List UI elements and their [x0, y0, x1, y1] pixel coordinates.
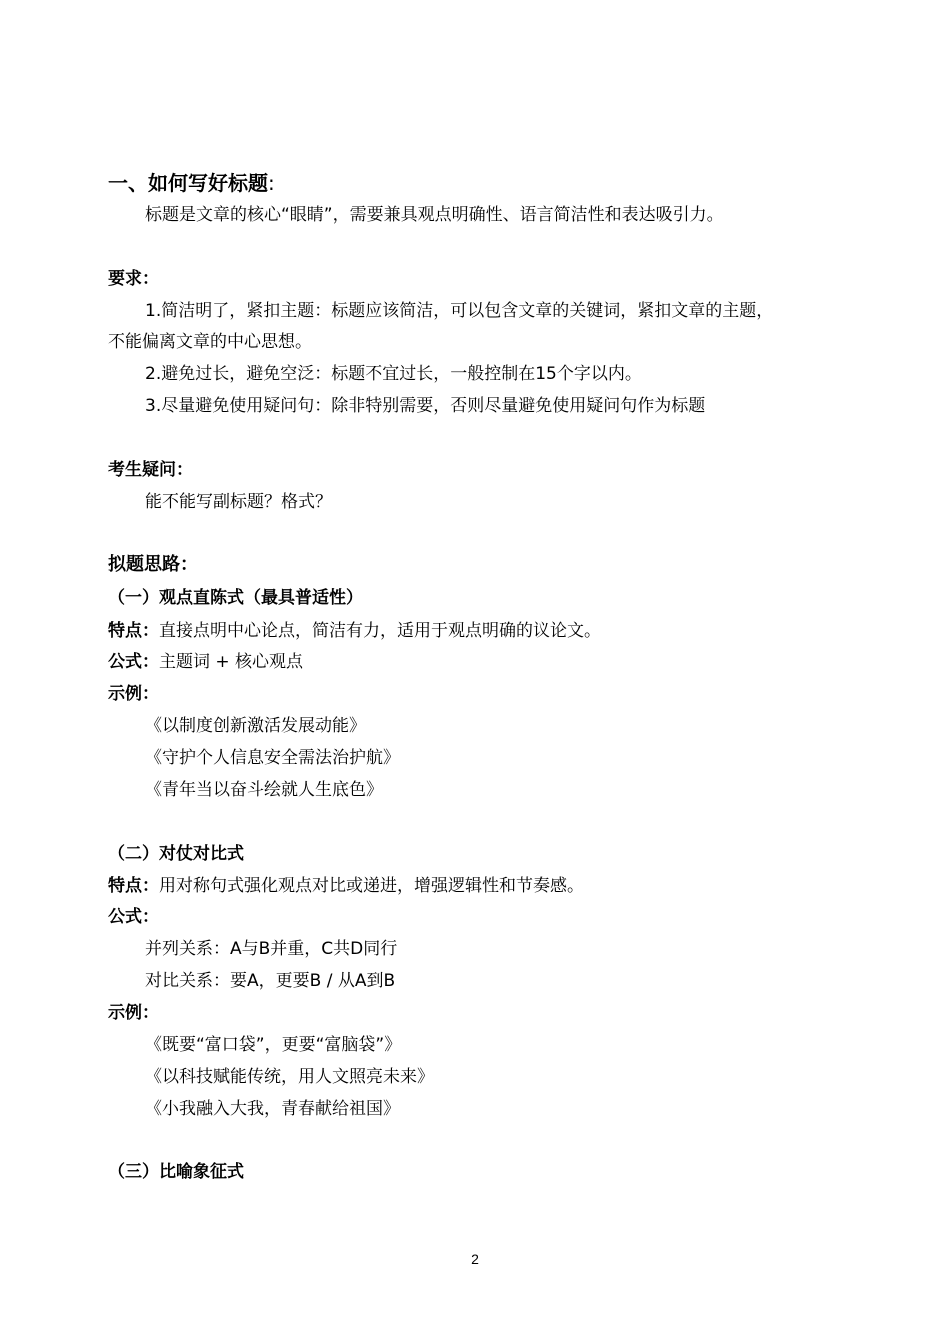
- formula-line: 对比关系：要A，更要B / 从A到B: [145, 971, 396, 991]
- type3-heading: （三）比喻象征式: [108, 1162, 244, 1182]
- type2-feature: [108, 875, 584, 897]
- section-heading-colon: :: [268, 171, 275, 195]
- requirement-item-1-cont: 不能偏离文章的中心思想。: [108, 332, 312, 352]
- type2-heading: （二）对仗对比式: [108, 844, 244, 864]
- requirement-item-1: 1.简洁明了，紧扣主题：标题应该简洁，可以包含文章的关键词，紧扣文章的主题，: [145, 301, 774, 321]
- feature-label: 特点：: [108, 621, 159, 641]
- example-item: 《以制度创新激活发展动能》: [145, 716, 366, 736]
- type2-formula-label: 公式：: [108, 907, 159, 927]
- example-item: 《既要“富口袋”，更要“富脑袋”》: [145, 1035, 402, 1055]
- questions-label: 考生疑问：: [108, 460, 193, 480]
- feature-text: 用对称句式强化观点对比或递进，增强逻辑性和节奏感。: [159, 876, 584, 896]
- example-item: 《小我融入大我，青春献给祖国》: [145, 1099, 400, 1119]
- type1-formula: [108, 651, 303, 673]
- example-item: 《以科技赋能传统，用人文照亮未来》: [145, 1067, 434, 1087]
- approach-heading: 拟题思路：: [108, 554, 198, 575]
- type1-heading: （一）观点直陈式（最具普适性）: [108, 588, 363, 608]
- type1-example-label: 示例：: [108, 684, 159, 704]
- page-number: 2: [471, 1251, 479, 1267]
- example-item: 《青年当以奋斗绘就人生底色》: [145, 780, 383, 800]
- formula-line: 并列关系：A与B并重，C共D同行: [145, 939, 398, 959]
- requirement-item-3: 3.尽量避免使用疑问句：除非特别需要，否则尽量避免使用疑问句作为标题: [145, 396, 706, 416]
- feature-text: 直接点明中心论点，简洁有力，适用于观点明确的议论文。: [159, 621, 601, 641]
- questions-text: 能不能写副标题？格式？: [145, 492, 332, 512]
- section-heading: [108, 172, 275, 194]
- requirement-item-2: 2.避免过长，避免空泛：标题不宜过长，一般控制在15个字以内。: [145, 364, 642, 384]
- feature-label: 特点：: [108, 876, 159, 896]
- formula-text: 主题词 + 核心观点: [159, 652, 304, 672]
- type1-feature: [108, 620, 601, 642]
- requirements-label: 要求：: [108, 269, 159, 289]
- example-item: 《守护个人信息安全需法治护航》: [145, 748, 400, 768]
- formula-label: 公式：: [108, 652, 159, 672]
- intro-paragraph: 标题是文章的核心“眼睛”，需要兼具观点明确性、语言简洁性和表达吸引力。: [145, 205, 724, 225]
- type2-example-label: 示例：: [108, 1003, 159, 1023]
- section-heading-text: 一、如何写好标题: [108, 171, 268, 195]
